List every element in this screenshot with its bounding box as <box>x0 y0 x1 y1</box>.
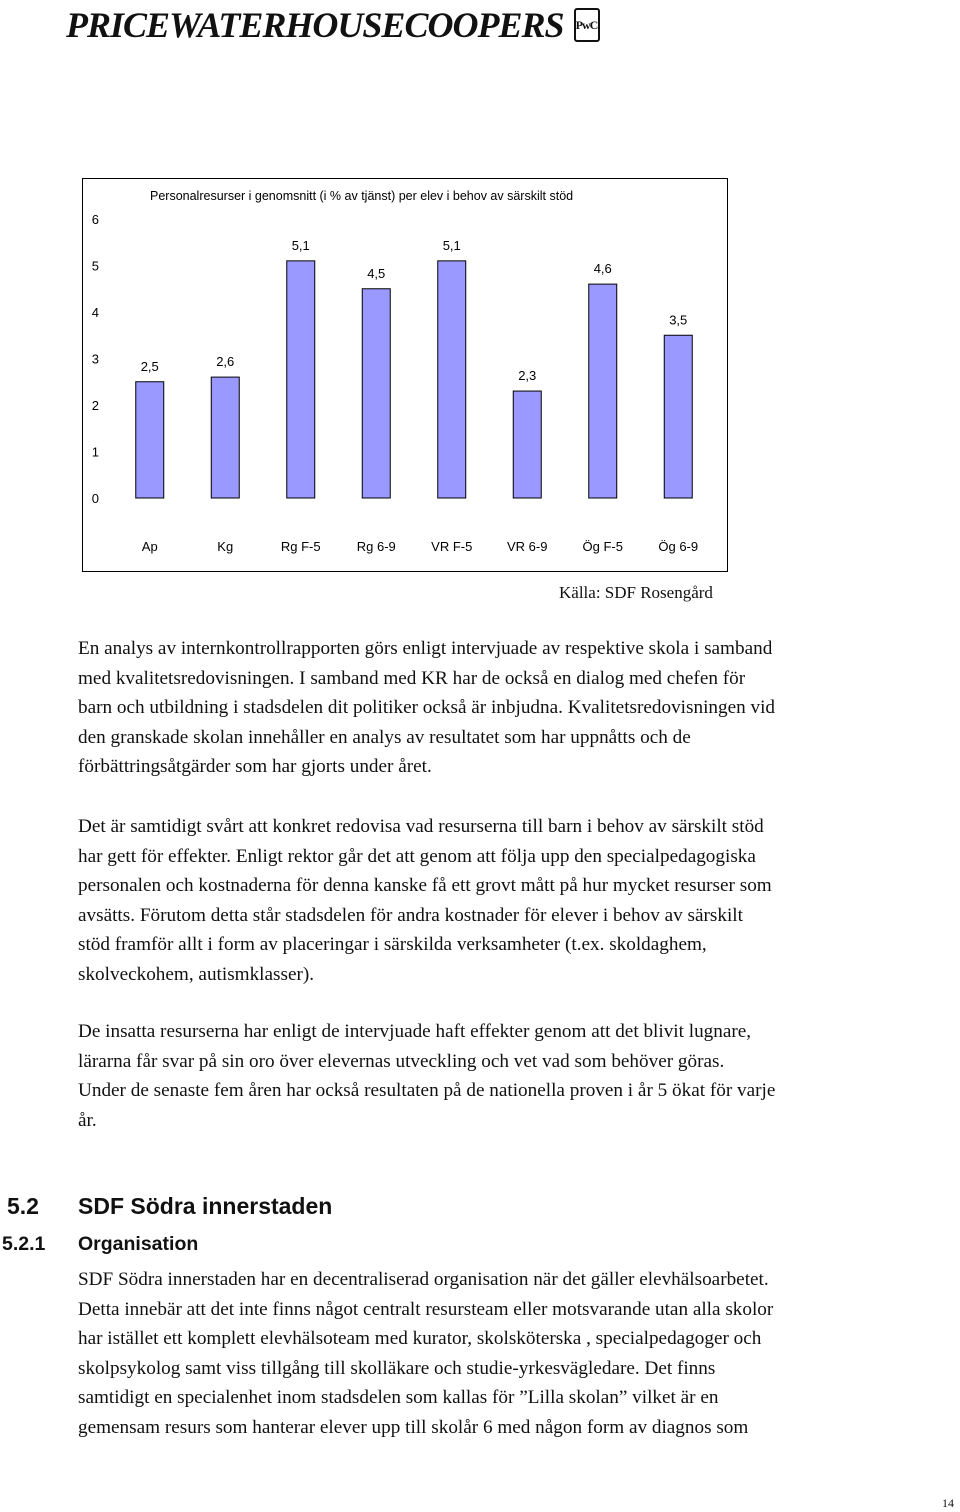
y-tick-label: 6 <box>91 212 99 227</box>
data-label: 2,6 <box>216 354 235 370</box>
paragraph-effects <box>78 812 958 989</box>
text-line: En analys av internkontrollrapporten görs enligt intervjuade av respektive skola i samband <box>78 638 773 659</box>
text-line: SDF Södra innerstaden har en decentraliserad organisation när det gäller elevhälsoarbetet. <box>78 1269 769 1290</box>
x-tick-label: VR 6-9 <box>507 539 548 554</box>
y-tick-label: 5 <box>91 258 99 274</box>
text-line: avsätts. Förutom detta står stadsdelen för andra kostnader för elever i behov av särskilt <box>78 904 743 926</box>
y-tick-label: 4 <box>91 305 99 320</box>
text-line: har gett för effekter. Enligt rektor går det att genom att följa upp den specialpedagogiska <box>78 845 756 867</box>
logo-mark-icon: PwC <box>574 8 600 42</box>
text-line: förbättringsåtgärder som har gjorts under året. <box>78 756 432 777</box>
section-title: SDF Södra innerstaden <box>78 1193 333 1219</box>
bar <box>287 261 315 498</box>
company-logo <box>66 4 600 46</box>
data-label: 4,6 <box>593 261 612 277</box>
text-line: år. <box>78 1109 97 1131</box>
text-line: Detta innebär att det inte finns något centralt resursteam eller motsvarande utan alla skolor <box>78 1298 774 1320</box>
text-line: barn och utbildning i stadsdelen dit politiker också är inbjudna. Kvalitetsredovisningen vid <box>78 697 776 718</box>
text-line: med kvalitetsredovisningen. I samband med KR har de också en dialog med chefen för <box>78 667 746 689</box>
paragraph-results <box>78 1017 958 1135</box>
x-tick-label: Ap <box>141 539 158 554</box>
x-tick-label: Rg 6-9 <box>356 539 396 554</box>
page-number: 14 <box>942 1496 954 1510</box>
subsection-number: 5.2.1 <box>2 1233 46 1255</box>
bar <box>136 382 164 498</box>
bar <box>664 335 692 498</box>
paragraph-analysis <box>78 634 958 782</box>
data-label: 2,3 <box>518 368 537 384</box>
x-tick-label: VR F-5 <box>431 539 473 554</box>
chart-title: Personalresurser i genomsnitt (i % av tjänst) per elev i behov av särskilt stöd <box>150 189 574 203</box>
data-label: 2,5 <box>140 358 159 374</box>
text-line: skolveckohem, autismklasser). <box>78 963 315 985</box>
text-line: De insatta resurserna har enligt de intervjuade haft effekter genom att det blivit lugnare, <box>78 1021 752 1042</box>
text-line: samtidigt en specialenhet inom stadsdelen som kallas för ”Lilla skolan” vilket är en <box>78 1387 719 1408</box>
data-label: 5,1 <box>442 237 461 253</box>
text-line: lärarna får svar på sin oro över elevernas utveckling och vet vad som behöver göras. <box>78 1050 725 1072</box>
data-label: 4,5 <box>367 265 386 281</box>
y-tick-label: 0 <box>91 491 99 506</box>
chart-source: Källa: SDF Rosengård <box>559 583 713 602</box>
text-line: personalen och kostnaderna för denna kanske få ett grovt mått på hur mycket resurser som <box>78 875 772 896</box>
text-line: stöd framför allt i form av placeringar i särskilda verksamheter (t.ex. skoldaghem, <box>78 934 707 955</box>
x-tick-label: Ög F-5 <box>582 539 623 554</box>
bar-chart <box>82 178 726 572</box>
bar <box>362 289 390 498</box>
text-line: har istället ett komplett elevhälsoteam med kurator, skolsköterska , specialpedagoger och <box>78 1328 762 1349</box>
subsection-title: Organisation <box>78 1233 199 1255</box>
text-line: Det är samtidigt svårt att konkret redovisa vad resurserna till barn i behov av särskilt stöd <box>78 816 764 837</box>
text-line: skolpsykolog samt viss tillgång till skolläkare och studie-yrkesvägledare. Det finns <box>78 1357 716 1379</box>
y-tick-label: 2 <box>91 398 99 413</box>
x-tick-label: Rg F-5 <box>280 539 321 554</box>
data-label: 3,5 <box>669 312 688 328</box>
bar <box>438 261 466 498</box>
y-tick-label: 3 <box>91 351 99 367</box>
bar <box>589 284 617 498</box>
paragraph-organisation <box>78 1265 958 1442</box>
logo-text: PRICEWATERHOUSECOOPERS <box>66 5 564 45</box>
y-tick-label: 1 <box>91 444 99 460</box>
x-tick-label: Ög 6-9 <box>658 539 699 554</box>
text-line: den granskade skolan innehåller en analys av resultatet som har uppnåtts och de <box>78 726 691 748</box>
section-number: 5.2 <box>7 1193 39 1219</box>
bar <box>211 377 239 498</box>
bar <box>513 391 541 498</box>
text-line: gemensam resurs som hanterar elever upp till skolår 6 med någon form av diagnos som <box>78 1416 749 1438</box>
data-label: 5,1 <box>291 237 310 253</box>
x-tick-label: Kg <box>217 539 234 554</box>
text-line: Under de senaste fem åren har också resultaten på de nationella proven i år 5 ökat för varje <box>78 1080 776 1101</box>
